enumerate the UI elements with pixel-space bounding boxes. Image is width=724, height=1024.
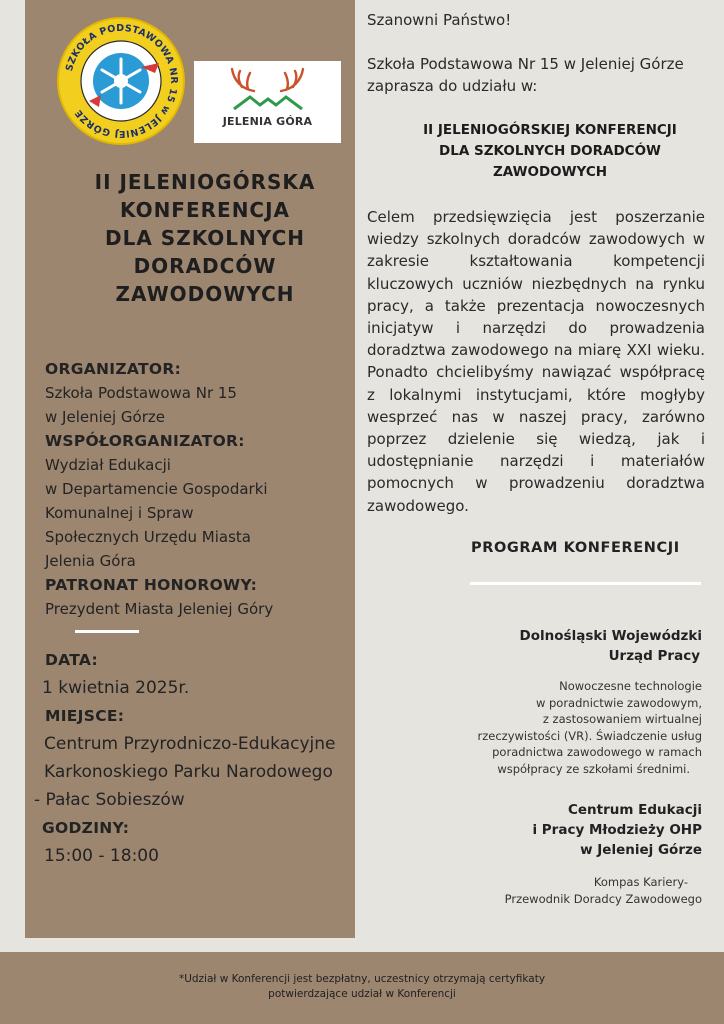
city-logo xyxy=(194,61,341,143)
title-line: KONFERENCJA xyxy=(119,198,291,222)
org-desc-line: poradnictwa zawodowego w ramach xyxy=(492,745,702,759)
right-divider xyxy=(470,582,701,585)
footer-band xyxy=(0,952,724,1024)
organizer-line: Szkoła Podstawowa Nr 15 xyxy=(45,384,237,402)
org-desc-line: z zastosowaniem wirtualnej xyxy=(542,712,702,726)
title-line: DLA SZKOLNYCH xyxy=(105,226,305,250)
org-desc-line: Przewodnik Doradcy Zawodowego xyxy=(504,891,702,906)
org-desc-line: rzeczywistości (VR). Świadczenie usług xyxy=(477,728,702,743)
program-item-dwup xyxy=(478,626,702,777)
invitation xyxy=(367,53,705,97)
place-label: MIEJSCE: xyxy=(45,707,125,725)
coorganizer-line: w Departamencie Gospodarki xyxy=(45,480,268,498)
org-desc-line: Nowoczesne technologie xyxy=(559,679,702,693)
org-desc-line: współpracy ze szkołami średnimi. xyxy=(497,761,690,776)
organizer-line: w Jeleniej Górze xyxy=(45,408,165,426)
conference-title xyxy=(60,168,350,308)
coorganizer-line: Jelenia Góra xyxy=(45,552,136,570)
hours-value: 15:00 - 18:00 xyxy=(44,846,159,866)
invited-title-line: ZAWODOWYCH xyxy=(492,164,608,180)
org-name-line: Urząd Pracy xyxy=(608,648,700,664)
school-logo-ring xyxy=(59,19,183,143)
place-line: Centrum Przyrodniczo-Edukacyjne xyxy=(44,734,336,754)
footer-line: potwierdzające udział w Konferencji xyxy=(268,988,456,1000)
coorganizer-line: Komunalnej i Spraw xyxy=(45,504,194,522)
greeting: Szanowni Państwo! xyxy=(367,11,512,29)
org-name-line: w Jeleniej Górze xyxy=(580,842,702,858)
invited-conference-title xyxy=(405,120,695,183)
title-line: ZAWODOWYCH xyxy=(115,282,295,306)
org-name-line: Centrum Edukacji xyxy=(567,802,702,818)
event-details xyxy=(34,646,347,870)
mountains-icon xyxy=(234,97,302,109)
org-desc-line: w poradnictwie zawodowym, xyxy=(535,695,702,710)
coorganizer-label: WSPÓŁORGANIZATOR: xyxy=(45,432,245,450)
patron-label: PATRONAT HONOROWY: xyxy=(45,576,258,594)
program-item-ohp xyxy=(505,800,702,907)
invitation-line: zaprasza do udziału w: xyxy=(367,77,538,95)
title-line: II JELENIOGÓRSKA xyxy=(94,170,316,194)
school-logo-text: SZKOŁA PODSTAWOWA NR 15 w JELENIEJ GÓRZE xyxy=(64,22,180,140)
coorganizer-line: Społecznych Urzędu Miasta xyxy=(45,528,251,546)
invited-title-line: DLA SZKOLNYCH DORADCÓW xyxy=(439,143,661,159)
invited-title-line: II JELENIOGÓRSKIEJ KONFERENCJI xyxy=(423,122,677,138)
deer-antlers-icon xyxy=(194,61,341,115)
program-title: PROGRAM KONFERENCJI xyxy=(471,540,680,556)
organizer-section xyxy=(45,357,350,621)
footer-line: *Udział w Konferencji jest bezpłatny, uczestnicy otrzymają certyfikaty xyxy=(178,973,546,985)
date-label: DATA: xyxy=(45,651,99,669)
city-logo-text: JELENIA GÓRA xyxy=(222,115,313,128)
purpose-paragraph: Celem przedsięwzięcia jest poszerzanie wiedzy szkolnych doradców zawodowych w zakresie kształtowania kompetencji kluczowych uczniów niezbędnych na rynku pracy, a także prezentacja nowoczesnych inicjatyw i narzędzi do prowadzenia doradztwa zawodowego na miarę XXI wieku. Ponadto chcielibyśmy nawiązać współpracę z lokalnymi instytucjami, które mogłyby wesprzeć nas w naszej pracy, zarówno poprzez dzielenie się wiedzą, jak i udostępnianie narzędzi i materiałów pomocnych w prowadzeniu doradztwa zawodowego. xyxy=(367,208,705,515)
place-line: Karkonoskiego Parku Narodowego xyxy=(44,762,333,782)
title-line: DORADCÓW xyxy=(133,254,277,278)
hours-label: GODZINY: xyxy=(42,819,130,837)
org-desc-line: Kompas Kariery- xyxy=(593,875,688,889)
organizer-label: ORGANIZATOR: xyxy=(45,360,182,378)
org-name-line: Dolnośląski Wojewódzki xyxy=(519,628,702,644)
date-value: 1 kwietnia 2025r. xyxy=(42,678,190,698)
invitation-line: Szkoła Podstawowa Nr 15 w Jeleniej Górze xyxy=(367,55,684,73)
place-line: - Pałac Sobieszów xyxy=(34,790,185,810)
coorganizer-line: Wydział Edukacji xyxy=(45,456,171,474)
patron-value: Prezydent Miasta Jeleniej Góry xyxy=(45,600,274,618)
footer-note xyxy=(0,972,724,1002)
school-logo xyxy=(57,17,185,145)
org-name-line: i Pracy Młodzieży OHP xyxy=(532,822,702,838)
left-divider xyxy=(75,630,139,633)
